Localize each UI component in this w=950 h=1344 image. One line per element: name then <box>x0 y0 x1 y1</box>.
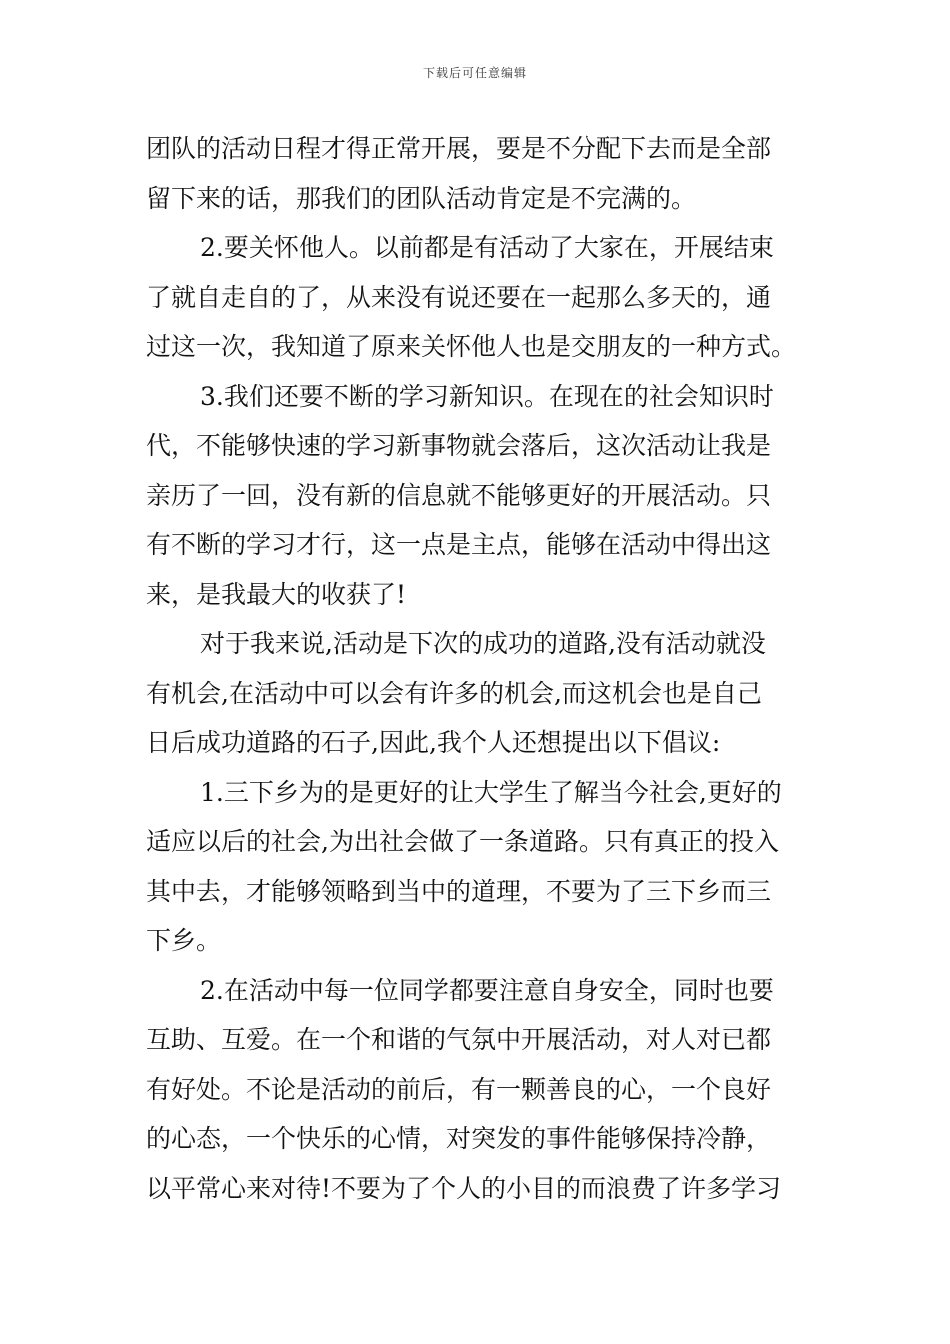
text-line: 以平常心来对待!不要为了个人的小目的而浪费了许多学习 <box>146 1173 782 1203</box>
text-line: 适应以后的社会,为出社会做了一条道路。只有真正的投入 <box>146 827 779 856</box>
page-header: 下载后可任意编辑 <box>422 66 527 80</box>
text-line: 对于我来说,活动是下次的成功的道路,没有活动就没 <box>200 629 766 658</box>
text-line: 有机会,在活动中可以会有许多的机会,而这机会也是自己 <box>146 678 762 708</box>
text-line: 2.要关怀他人。以前都是有活动了大家在，开展结束 <box>200 233 774 262</box>
text-line: 留下来的话，那我们的团队活动肯定是不完满的。 <box>146 183 697 213</box>
text-line: 的心态，一个快乐的心情，对突发的事件能够保持冷静， <box>146 1124 772 1153</box>
text-line: 其中去，才能够领略到当中的道理，不要为了三下乡而三 <box>146 876 772 906</box>
text-line: 有好处。不论是活动的前后，有一颗善良的心，一个良好 <box>146 1074 772 1104</box>
text-line: 了就自走自的了，从来没有说还要在一起那么多天的，通 <box>146 282 772 312</box>
document-body <box>146 124 810 1213</box>
text-line: 过这一次，我知道了原来关怀他人也是交朋友的一种方式。 <box>146 332 797 361</box>
text-line: 互助、互爱。在一个和谐的气氛中开展活动，对人对已都 <box>146 1025 772 1054</box>
text-line: 1.三下乡为的是更好的让大学生了解当今社会,更好的 <box>200 777 782 807</box>
text-line: 团队的活动日程才得正常开展，要是不分配下去而是全部 <box>146 134 772 163</box>
text-line: 2.在活动中每一位同学都要注意自身安全，同时也要 <box>200 975 774 1005</box>
text-line: 下乡。 <box>146 926 222 955</box>
text-line: 代，不能够快速的学习新事物就会落后，这次活动让我是 <box>146 431 772 460</box>
text-line: 3.我们还要不断的学习新知识。在现在的社会知识时 <box>200 381 774 411</box>
text-line: 来，是我最大的收获了! <box>146 579 407 609</box>
text-line: 日后成功道路的石子,因此,我个人还想提出以下倡议: <box>146 728 721 757</box>
text-line: 有不断的学习才行，这一点是主点，能够在活动中得出这 <box>146 530 772 559</box>
text-line: 亲历了一回，没有新的信息就不能够更好的开展活动。只 <box>146 480 772 510</box>
